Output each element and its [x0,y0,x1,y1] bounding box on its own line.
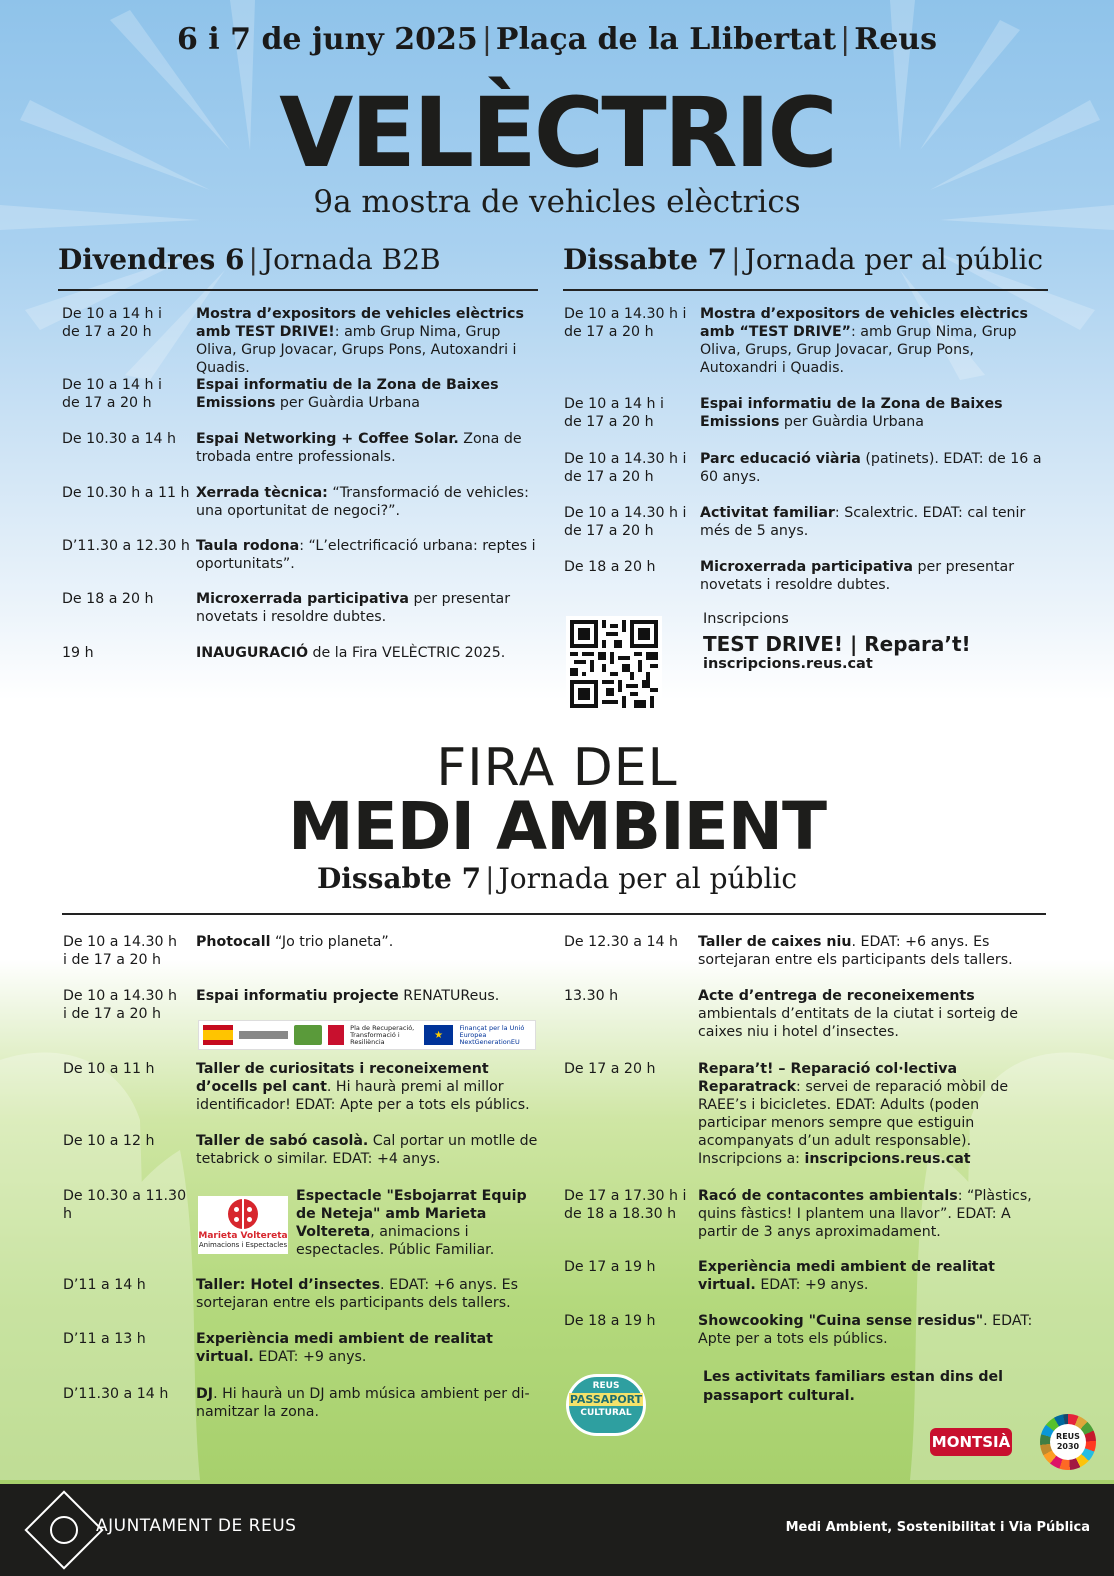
schedule-description [700,504,1045,540]
schedule-details: (patinets). EDAT: de 16 a 60 anys. [700,451,1042,485]
schedule-details: . Hi haurà premi al millor identificador! EDAT: Apte per a tots els públics. [196,1079,530,1113]
event-dateline: 6 i 7 de juny 2025 | Plaça de la Llibertat | Reus [176,22,938,57]
schedule-time [63,1187,196,1223]
schedule-activity: Taller de curiositats i reconeixement d’ocells pel cant [196,1061,489,1095]
schedule-activity: Espectacle "Esbojarrat Equip de Neteja" amb Marieta Voltereta [296,1188,527,1240]
schedule-time-line2: i de 17 a 20 h [63,952,162,968]
schedule-time-line1: D’11 a 13 h [63,1331,146,1347]
schedule-description [700,450,1045,486]
passaport-mid: PASSAPORT [569,1393,643,1406]
fira-divider [62,913,1046,915]
schedule-time-line1: De 10 a 14.30 h i [564,451,687,467]
schedule-details: . EDAT: Apte per a tots els públics. [698,1313,1033,1347]
schedule-time-line1: D’11.30 a 14 h [63,1386,169,1402]
schedule-details: . EDAT: +6 anys. Es sortejaran entre els participants dels tallers. [698,934,1013,968]
schedule-time [63,933,196,969]
schedule-activity: Repara’t! – Reparació col·lectiva Reparatrack [698,1061,958,1095]
schedule-activity: Taula rodona [196,538,300,554]
qr-code[interactable] [566,616,662,712]
schedule-description [700,558,1045,594]
footer-dept: Medi Ambient, Sostenibilitat i Via Pública [785,1520,1090,1535]
schedule-description [196,1132,541,1168]
fira-title-line2: MEDI AMBIENT [287,788,827,865]
montsia-logo: MONTSIÀ [930,1428,1012,1456]
marieta-tagline: Animacions i Espectacles [198,1241,288,1249]
schedule-activity: Experiència medi ambient de realitat virtual. [196,1331,493,1365]
schedule-time [564,558,700,576]
plant-logo [294,1025,322,1045]
schedule-description [196,1385,541,1421]
schedule-time [62,590,196,608]
inscriptions-link[interactable]: inscripcions.reus.cat [703,656,873,672]
schedule-description [196,987,541,1005]
schedule-time [62,644,196,662]
schedule-activity: Parc educació viària [700,451,861,467]
spain-flag-icon [203,1025,233,1045]
fira-label: Jornada per al públic [498,862,798,895]
schedule-activity: Racó de contacontes ambientals [698,1188,958,1204]
schedule-time-line1: D’11.30 a 12.30 h [62,538,190,554]
schedule-activity: Activitat familiar [700,505,835,521]
schedule-description [196,305,541,377]
schedule-activity: Taller: Hotel d’insectes [196,1277,381,1293]
schedule-details: : amb Grup Nima, Grup Oliva, Grup Jovacar, Grups Pons, Autoxandri i Quadis. [196,324,517,376]
schedule-time [564,933,698,951]
schedule-time-line1: De 18 a 20 h [62,591,154,607]
schedule-time [564,1312,698,1330]
schedule-description [698,1060,1048,1168]
schedule-details: de la Fira VELÈCTRIC 2025. [308,645,506,661]
eu-plan-text: Pla de Recuperació, Transformació i Resiliència [350,1023,415,1046]
schedule-details: : “Plàstics, quins fàstics! I plantem una llavor”. EDAT: A partir de 3 anys aproximadament. [698,1188,1032,1240]
page-title: VELÈCTRIC [279,77,835,189]
schedule-time-line1: De 10.30 a 14 h [62,431,177,447]
schedule-time-line1: 19 h [62,645,94,661]
schedule-details: Zona de trobada entre professionals. [196,431,522,465]
schedule-description [196,1330,541,1366]
schedule-time-line2: i de 17 a 20 h [63,1006,162,1022]
passaport-cultural-badge [566,1374,646,1436]
schedule-description [196,1276,541,1312]
schedule-time [63,1060,196,1078]
schedule-details: : “L’electrificació urbana: reptes i oportunitats”. [196,538,536,572]
ministry-logo [239,1031,289,1039]
schedule-time [62,430,196,448]
schedule-details: “Transformació de vehicles: una oportunitat de negoci?”. [196,485,529,519]
schedule-activity: Taller de sabó casolà. [196,1133,369,1149]
schedule-time-line1: De 10.30 a 11.30 h [63,1188,187,1222]
eu-funded-text: Finançat per la Unió Europea NextGenerationEU [459,1023,525,1046]
schedule-description [196,376,541,412]
schedule-time-line1: De 10 a 14.30 h i [564,306,687,322]
saturday-day: Dissabte 7 [563,243,728,276]
schedule-details: RENATUReus. [398,988,500,1004]
friday-label: Jornada B2B [261,243,441,276]
schedule-activity: Mostra d’expositors de vehicles elèctrics amb “TEST DRIVE” [700,306,1028,340]
fira-title-line1: FIRA DEL [436,738,678,798]
schedule-description [196,590,541,626]
schedule-time-line1: De 18 a 20 h [564,559,656,575]
schedule-details: , animacions i espectacles. Públic Familiar. [296,1224,495,1258]
reus2030-top: REUS [1056,1432,1080,1441]
schedule-time [564,504,700,540]
schedule-description [196,933,541,951]
schedule-time [63,987,196,1023]
schedule-description [698,1258,1048,1294]
schedule-details: per presentar novetats i resoldre dubtes. [196,591,511,625]
schedule-activity: Showcooking "Cuina sense residus" [698,1313,984,1329]
marieta-name: Marieta Voltereta [198,1231,288,1241]
schedule-details: . Hi haurà un DJ amb música ambient per di-namitzar la zona. [196,1386,530,1420]
schedule-time-line1: De 10 a 14.30 h [63,988,178,1004]
schedule-activity: Espai informatiu projecte [196,988,399,1004]
inscriptions-label: Inscripcions [703,611,789,627]
event-city: Reus [854,22,938,57]
qr-code-icon [570,620,658,708]
saturday-divider [563,289,1048,291]
schedule-time-line1: 13.30 h [564,988,619,1004]
schedule-time [564,395,700,431]
schedule-time-line1: De 10 a 11 h [63,1061,155,1077]
schedule-time [62,537,196,555]
schedule-description [296,1187,541,1259]
schedule-time-line1: De 12.30 a 14 h [564,934,679,950]
schedule-time [564,450,700,486]
schedule-description [700,395,1045,431]
saturday-heading: Dissabte 7 | Jornada per al públic [563,243,1044,276]
schedule-description [698,1312,1048,1348]
schedule-time-line1: De 10 a 12 h [63,1133,155,1149]
schedule-time-line1: De 10 a 14 h i [62,306,162,322]
schedule-time [62,484,196,502]
schedule-details: EDAT: +9 anys. [253,1349,367,1365]
schedule-time [564,1258,698,1276]
schedule-time [62,376,196,412]
schedule-activity: INAUGURACIÓ [196,645,309,661]
schedule-details: per presentar novetats i resoldre dubtes. [700,559,1015,593]
page-subtitle: 9a mostra de vehicles elèctrics [313,184,801,220]
friday-day: Divendres 6 [58,243,245,276]
schedule-activity: Microxerrada participativa [196,591,409,607]
schedule-details: Cal portar un motlle de tetabrick o similar. EDAT: +4 anys. [196,1133,538,1167]
schedule-time-line1: De 10 a 14 h i [564,396,664,412]
event-date: 6 i 7 de juny 2025 [176,22,478,57]
schedule-details: EDAT: +9 anys. [755,1277,869,1293]
eu-funding-logos [198,1020,536,1050]
schedule-details: : amb Grup Nima, Grup Oliva, Grups, Grup Jovacar, Grup Pons, Autoxandri i Quadis. [700,324,1017,376]
schedule-description [700,305,1045,377]
footer [0,1484,1114,1576]
schedule-description [196,644,541,662]
saturday-label: Jornada per al públic [744,243,1044,276]
schedule-activity: Espai informatiu de la Zona de Baixes Emissions [196,377,499,411]
schedule-time-line2: de 18 a 18.30 h [564,1206,677,1222]
reus-2030-logo [1040,1414,1096,1470]
schedule-details: : Scalextric. EDAT: cal tenir més de 5 anys. [700,505,1026,539]
marieta-voltereta-logo [198,1196,288,1254]
schedule-time-line2: de 17 a 20 h [564,469,654,485]
ajuntament-logo-icon [24,1490,103,1569]
schedule-activity: DJ [196,1386,214,1402]
schedule-activity: Taller de caixes niu [698,934,852,950]
schedule-time-line1: De 10 a 14.30 h i [564,505,687,521]
schedule-time-line2: de 17 a 20 h [564,324,654,340]
friday-divider [58,289,538,291]
schedule-time [63,1276,196,1294]
ladybug-icon [228,1199,258,1229]
schedule-time-line1: D’11 a 14 h [63,1277,146,1293]
schedule-activity: Acte d’entrega de reconeixements [698,988,975,1004]
schedule-time-line2: de 17 a 20 h [62,324,152,340]
schedule-time [63,1385,196,1403]
schedule-details: “Jo trio planeta”. [270,934,394,950]
prtr-logo [328,1025,344,1045]
schedule-time-line2: de 17 a 20 h [62,395,152,411]
schedule-time-line1: De 10 a 14.30 h [63,934,178,950]
schedule-time-line1: De 17 a 19 h [564,1259,656,1275]
event-place: Plaça de la Llibertat [495,22,837,57]
schedule-time [564,1187,698,1223]
schedule-time [63,1132,196,1150]
schedule-time-line1: De 18 a 19 h [564,1313,656,1329]
schedule-activity: Espai Networking + Coffee Solar. [196,431,459,447]
schedule-activity: Espai informatiu de la Zona de Baixes Emissions [700,396,1003,430]
schedule-description [698,987,1048,1041]
fira-day: Dissabte 7 [316,862,482,895]
schedule-details: ambientals d’entitats de la ciutat i sorteig de caixes niu i hotel d’insectes. [698,1006,1019,1040]
passaport-top: REUS [592,1381,620,1391]
schedule-time-line1: De 17 a 17.30 h i [564,1188,687,1204]
schedule-description [698,933,1048,969]
schedule-time-line2: de 17 a 20 h [564,414,654,430]
schedule-description [698,1187,1048,1241]
footer-org: AJUNTAMENT DE REUS [96,1516,297,1536]
schedule-time [564,987,698,1005]
schedule-activity: Microxerrada participativa [700,559,913,575]
schedule-activity: Photocall [196,934,271,950]
fira-heading: Dissabte 7 | Jornada per al públic [316,862,798,895]
schedule-activity: Xerrada tècnica: [196,485,328,501]
schedule-description [196,1060,541,1114]
eu-flag-icon: ★ [424,1025,454,1045]
schedule-link[interactable]: inscripcions.reus.cat [804,1151,971,1167]
friday-heading: Divendres 6 | Jornada B2B [58,243,441,276]
schedule-time [63,1330,196,1348]
schedule-description [196,430,541,466]
inscriptions-title: TEST DRIVE! | Repara’t! [703,632,971,656]
schedule-time [564,1060,698,1078]
passaport-bot: CULTURAL [580,1408,632,1418]
schedule-time [62,305,196,341]
schedule-time-line2: de 17 a 20 h [564,523,654,539]
reus2030-bot: 2030 [1056,1442,1080,1451]
schedule-details: per Guàrdia Urbana [779,414,924,430]
schedule-details: : servei de reparació mòbil de RAEE’s i bicicletes. EDAT: Adults (poden participar menors sempre que estiguin acompanyats d’un adult responsable). Inscripcions a: [698,1079,1009,1167]
schedule-time-line1: De 10.30 h a 11 h [62,485,190,501]
schedule-time-line1: De 17 a 20 h [564,1061,656,1077]
schedule-activity: Mostra d’expositors de vehicles elèctrics amb TEST DRIVE! [196,306,524,340]
schedule-time [564,305,700,341]
schedule-activity: Experiència medi ambient de realitat virtual. [698,1259,995,1293]
schedule-details: . EDAT: +6 anys. Es sortejaran entre els participants dels tallers. [196,1277,518,1311]
schedule-description [196,484,541,520]
schedule-time-line1: De 10 a 14 h i [62,377,162,393]
schedule-description [196,537,541,573]
familiar-note: Les activitats familiars estan dins del passaport cultural. [703,1369,1003,1404]
schedule-details: per Guàrdia Urbana [275,395,420,411]
